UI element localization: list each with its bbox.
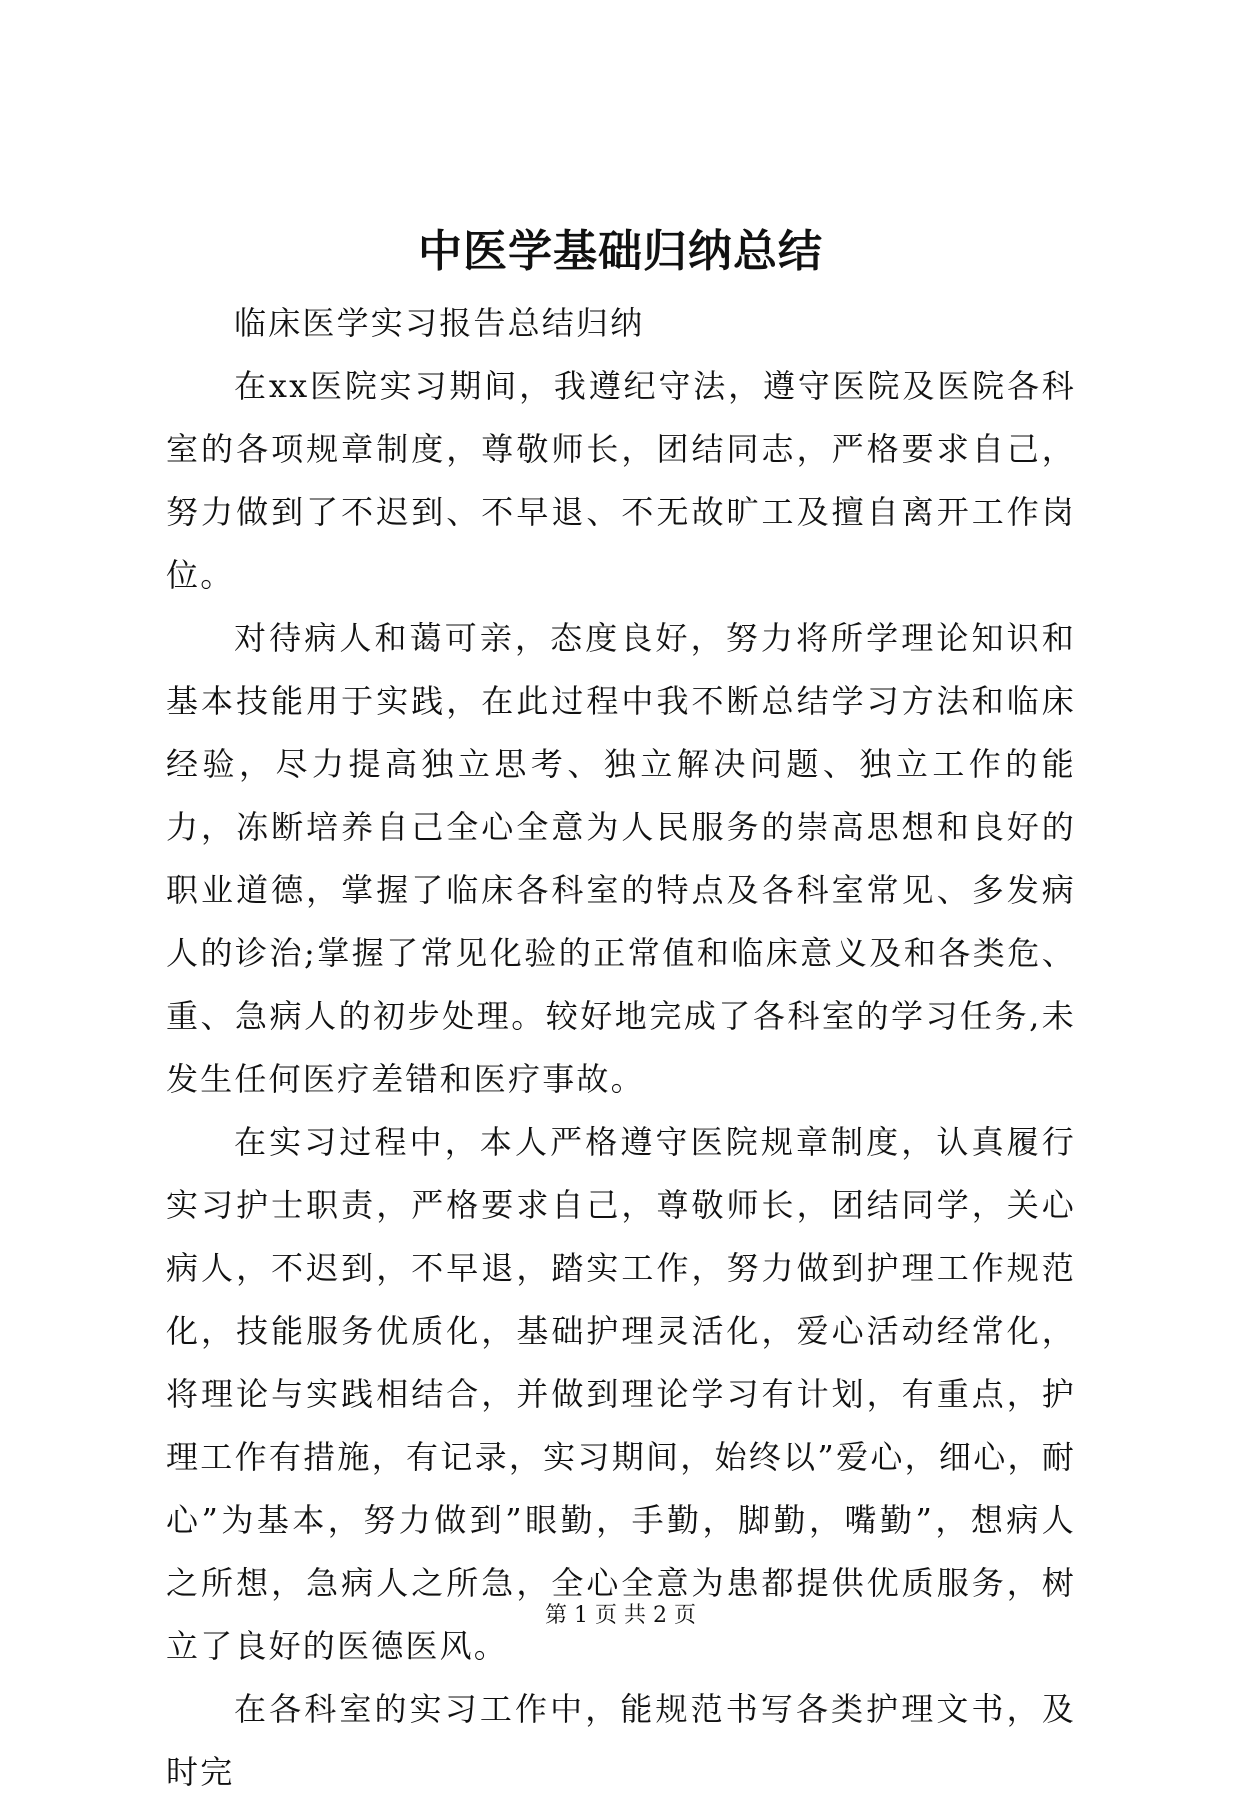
paragraph-subtitle: 临床医学实习报告总结归纳 — [234, 304, 645, 342]
paragraph: 对待病人和蔼可亲，态度良好，努力将所学理论知识和基本技能用于实践，在此过程中我不断总结学习方法和临床经验，尽力提高独立思考、独立解决问题、独立工作的能力，冻断培养自己全心全意为人民服务的崇高思想和良好的职业道德，掌握了临床各科室的特点及各科室常见、多发病人的诊治;掌握了常见化验的正常值和临床意义及和各类危、重、急病人的初步处理。较好地完成了各科室的学习任务,未发生任何医疗差错和医疗事故。 — [166, 619, 1076, 1098]
paragraph: 在xx医院实习期间，我遵纪守法，遵守医院及医院各科室的各项规章制度，尊敬师长，团结同志，严格要求自己，努力做到了不迟到、不早退、不无故旷工及擅自离开工作岗位。 — [166, 367, 1076, 594]
page-number-footer: 第 1 页 共 2 页 — [545, 1603, 696, 1628]
document-title: 中医学基础归纳总结 — [418, 226, 823, 277]
paragraph: 在实习过程中，本人严格遵守医院规章制度，认真履行实习护士职责，严格要求自己，尊敬师长，团结同学，关心病人，不迟到，不早退，踏实工作，努力做到护理工作规范化，技能服务优质化，基础护理灵活化，爱心活动经常化，将理论与实践相结合，并做到理论学习有计划，有重点，护理工作有措施，有记录，实习期间，始终以”爱心，细心，耐心”为基本，努力做到”眼勤，手勤，脚勤，嘴勤”，想病人之所想，急病人之所急，全心全意为患都提供优质服务，树立了良好的医德医风。 — [166, 1123, 1076, 1665]
document-body — [166, 292, 1076, 1804]
paragraph: 在各科室的实习工作中，能规范书写各类护理文书，及时完 — [166, 1690, 1076, 1791]
